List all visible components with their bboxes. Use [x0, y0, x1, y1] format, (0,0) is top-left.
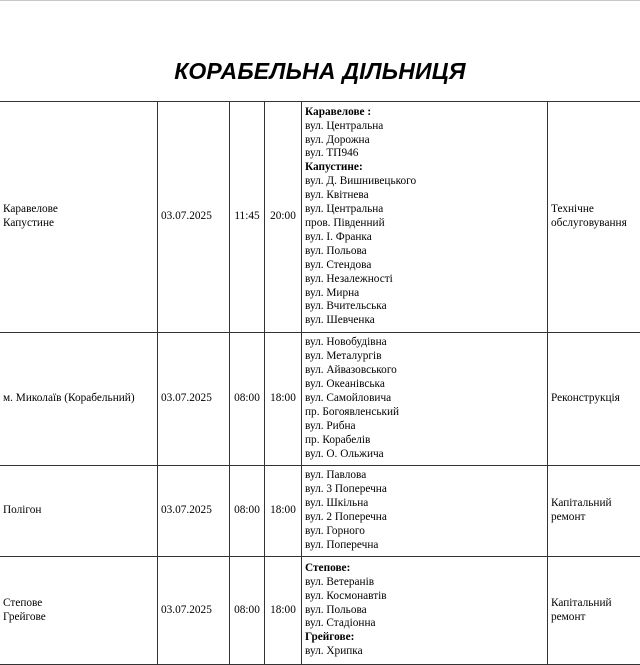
street-item: пров. Південний	[305, 217, 544, 231]
street-item: вул. Космонавтів	[305, 590, 544, 604]
street-item: вул. Стендова	[305, 259, 544, 273]
street-item: вул. Поперечна	[305, 539, 544, 553]
street-item: вул. Центральна	[305, 120, 544, 134]
street-item: вул. Хрипка	[305, 645, 544, 659]
street-item: вул. Стадіонна	[305, 617, 544, 631]
date-cell: 03.07.2025	[158, 102, 230, 333]
settlement-heading: Степове:	[305, 562, 544, 576]
street-item: вул. Самойловича	[305, 392, 544, 406]
start-time-cell: 08:00	[230, 557, 265, 665]
settlement-cell-line: Грейгове	[3, 611, 154, 625]
street-item: вул. Металургів	[305, 350, 544, 364]
reason-cell-line: Капітальний	[551, 497, 638, 511]
streets-cell	[302, 466, 548, 557]
street-item: вул. Д. Вишнивецького	[305, 175, 544, 189]
street-item: вул. І. Франка	[305, 231, 544, 245]
street-item: вул. Центральна	[305, 203, 544, 217]
settlement-heading: Грейгове:	[305, 631, 544, 645]
street-item: вул. Горного	[305, 525, 544, 539]
top-border-line	[0, 0, 640, 1]
street-item: вул. О. Ольжича	[305, 448, 544, 462]
settlement-cell	[0, 466, 158, 557]
street-item: вул. Квітнева	[305, 189, 544, 203]
streets-cell	[302, 557, 548, 665]
settlement-cell	[0, 557, 158, 665]
settlement-cell	[0, 333, 158, 466]
street-item: вул. Ветеранів	[305, 576, 544, 590]
settlement-cell	[0, 102, 158, 333]
settlement-cell-line: Степове	[3, 597, 154, 611]
reason-cell	[548, 102, 640, 333]
street-item: пр. Корабелів	[305, 434, 544, 448]
outage-schedule-table	[0, 101, 640, 665]
reason-cell-line: Реконструкція	[551, 392, 638, 406]
reason-cell-line: Технічне	[551, 203, 638, 217]
street-item: вул. Мирна	[305, 287, 544, 301]
reason-cell-line: ремонт	[551, 611, 638, 625]
table-row	[0, 466, 640, 557]
reason-cell	[548, 333, 640, 466]
street-item: вул. Польова	[305, 604, 544, 618]
settlement-heading: Каравелове :	[305, 106, 544, 120]
street-item: вул. Незалежності	[305, 273, 544, 287]
reason-cell-line: обслуговування	[551, 217, 638, 231]
street-item: вул. Айвазовського	[305, 364, 544, 378]
start-time-cell: 11:45	[230, 102, 265, 333]
settlement-cell-line: м. Миколаїв (Корабельний)	[3, 392, 154, 406]
settlement-cell-line: Капустине	[3, 217, 154, 231]
street-item: вул. ТП946	[305, 147, 544, 161]
street-item: вул. 3 Поперечна	[305, 483, 544, 497]
street-item: вул. Дорожна	[305, 134, 544, 148]
settlement-heading: Капустине:	[305, 161, 544, 175]
table-body	[0, 102, 640, 665]
reason-cell-line: ремонт	[551, 511, 638, 525]
street-item: вул. Океанівська	[305, 378, 544, 392]
table-row	[0, 333, 640, 466]
date-cell: 03.07.2025	[158, 333, 230, 466]
start-time-cell: 08:00	[230, 333, 265, 466]
page-title: КОРАБЕЛЬНА ДІЛЬНИЦЯ	[0, 58, 640, 85]
streets-cell	[302, 333, 548, 466]
reason-cell	[548, 466, 640, 557]
street-item: вул. Шевченка	[305, 314, 544, 328]
street-item: вул. Павлова	[305, 469, 544, 483]
table-row	[0, 102, 640, 333]
end-time-cell: 18:00	[265, 466, 302, 557]
end-time-cell: 18:00	[265, 333, 302, 466]
street-item: вул. Вчительська	[305, 300, 544, 314]
end-time-cell: 20:00	[265, 102, 302, 333]
reason-cell	[548, 557, 640, 665]
end-time-cell: 18:00	[265, 557, 302, 665]
street-item: вул. Шкільна	[305, 497, 544, 511]
settlement-cell-line: Каравелове	[3, 203, 154, 217]
date-cell: 03.07.2025	[158, 466, 230, 557]
street-item: вул. Новобудівна	[305, 336, 544, 350]
table-row	[0, 557, 640, 665]
settlement-cell-line: Полігон	[3, 504, 154, 518]
date-cell: 03.07.2025	[158, 557, 230, 665]
start-time-cell: 08:00	[230, 466, 265, 557]
street-item: вул. Польова	[305, 245, 544, 259]
street-item: вул. 2 Поперечна	[305, 511, 544, 525]
streets-cell	[302, 102, 548, 333]
reason-cell-line: Капітальний	[551, 597, 638, 611]
street-item: пр. Богоявленський	[305, 406, 544, 420]
street-item: вул. Рибна	[305, 420, 544, 434]
